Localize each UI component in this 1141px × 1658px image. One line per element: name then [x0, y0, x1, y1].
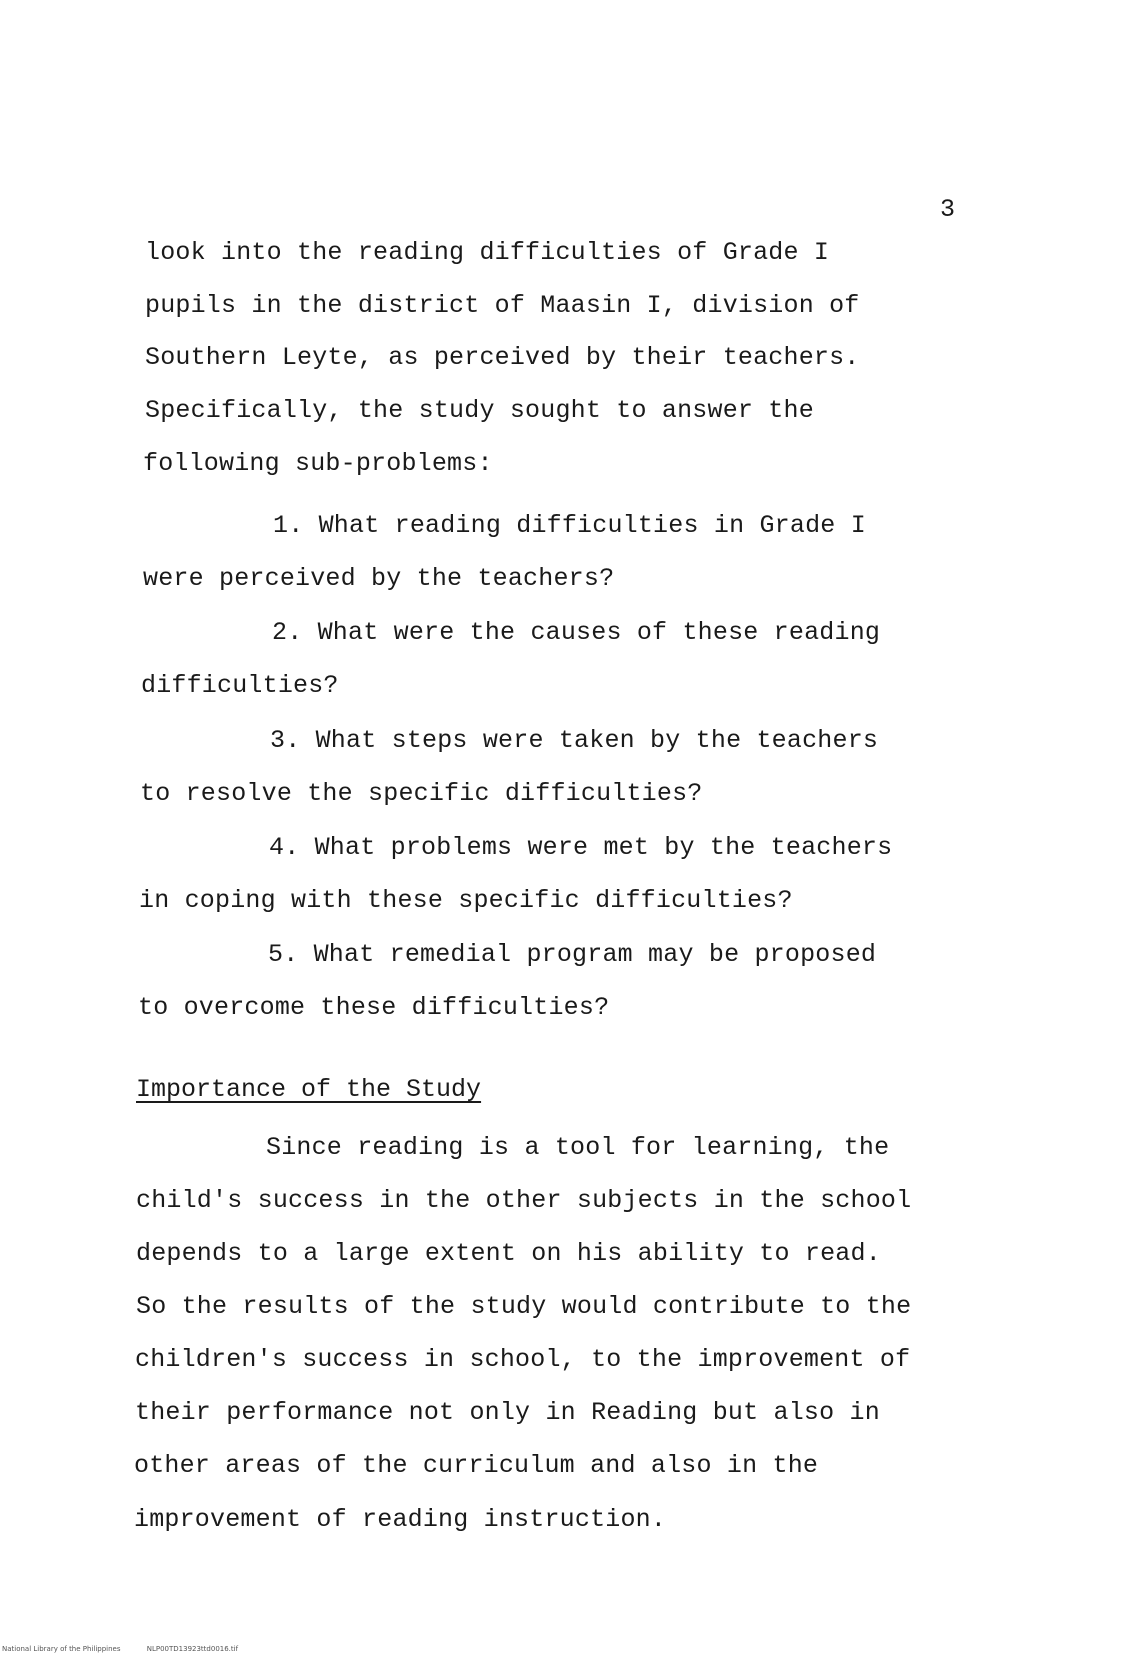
paragraph-line: their performance not only in Reading but also in — [135, 1398, 880, 1427]
subproblem-item: 1. What reading difficulties in Grade I — [273, 511, 866, 540]
subproblem-item: 3. What steps were taken by the teachers — [270, 726, 879, 755]
paragraph-line: So the results of the study would contribute to the — [136, 1292, 912, 1321]
paragraph-line: Since reading is a tool for learning, the — [266, 1133, 890, 1162]
paragraph-line: other areas of the curriculum and also in the — [134, 1451, 819, 1480]
paragraph-line: children's success in school, to the improvement of — [135, 1345, 911, 1374]
paragraph-line: depends to a large extent on his ability to read. — [136, 1239, 881, 1268]
paragraph-line: look into the reading difficulties of Grade I — [145, 238, 830, 267]
subproblem-item: difficulties? — [141, 671, 339, 700]
subproblem-item: 2. What were the causes of these reading — [272, 618, 881, 647]
subproblem-item: 4. What problems were met by the teachers — [269, 833, 893, 862]
paragraph-line: pupils in the district of Maasin I, division of — [145, 291, 860, 320]
subproblem-item: in coping with these specific difficulties? — [139, 886, 793, 915]
paragraph-line: child's success in the other subjects in the school — [136, 1186, 912, 1215]
paragraph-line: following sub-problems: — [143, 449, 493, 478]
section-heading: Importance of the Study — [136, 1075, 482, 1104]
paragraph-line: improvement of reading instruction. — [134, 1505, 667, 1534]
subproblem-item: 5. What remedial program may be proposed — [268, 940, 877, 969]
paragraph-line: Southern Leyte, as perceived by their teachers. — [145, 343, 860, 372]
footer-file: NLP00TD13923ttd0016.tif — [146, 1645, 239, 1653]
subproblem-item: to resolve the specific difficulties? — [140, 779, 703, 808]
scan-footer — [2, 1645, 262, 1653]
footer-library: National Library of the Philippines — [2, 1645, 121, 1653]
subproblem-item: to overcome these difficulties? — [138, 993, 610, 1022]
page-number: 3 — [940, 195, 956, 224]
paragraph-line: Specifically, the study sought to answer the — [145, 396, 814, 425]
subproblem-item: were perceived by the teachers? — [143, 564, 615, 593]
